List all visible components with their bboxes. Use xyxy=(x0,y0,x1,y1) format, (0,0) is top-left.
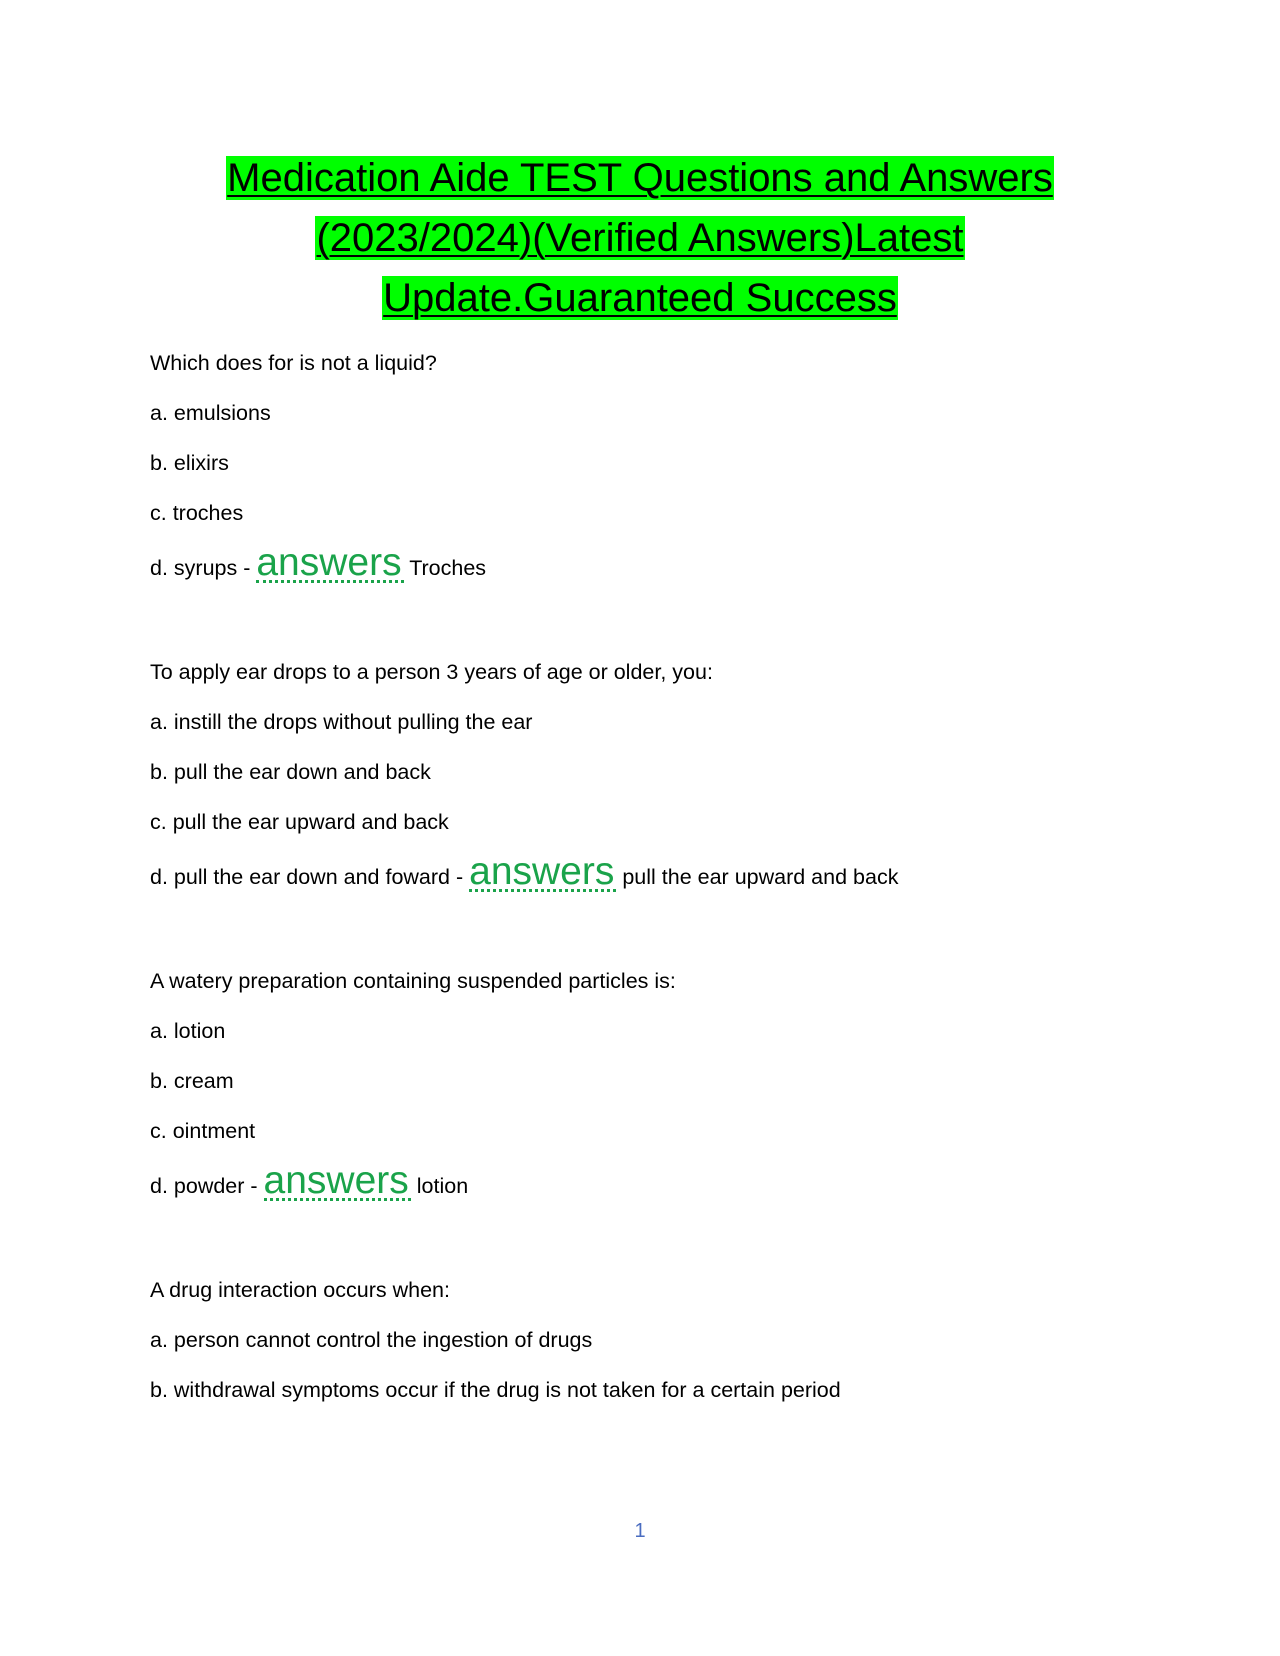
spacer xyxy=(150,618,1150,655)
option-b: b. cream xyxy=(150,1069,234,1093)
title-line-2: (2023/2024)(Verified Answers)Latest xyxy=(316,216,964,260)
spacer xyxy=(150,1236,1150,1273)
answer-text: Troches xyxy=(409,556,487,580)
question-block xyxy=(150,655,1150,964)
page-number: 1 xyxy=(634,1520,646,1542)
title-line-3: Update.Guaranteed Success xyxy=(383,276,897,320)
answer-text: lotion xyxy=(416,1174,469,1198)
option-a: a. person cannot control the ingestion of drugs xyxy=(150,1328,593,1352)
document-title xyxy=(150,148,1130,328)
question-prompt: To apply ear drops to a person 3 years of age or older, you: xyxy=(150,660,713,684)
question-prompt: A drug interaction occurs when: xyxy=(150,1278,450,1302)
option-d: d. pull the ear down and foward - xyxy=(150,865,464,889)
option-c: c. ointment xyxy=(150,1119,256,1143)
option-a: a. lotion xyxy=(150,1019,226,1043)
option-a: a. emulsions xyxy=(150,401,271,425)
option-b: b. withdrawal symptoms occur if the drug is not taken for a certain period xyxy=(150,1378,841,1402)
question-block xyxy=(150,1273,1150,1423)
answers-marker: answers xyxy=(256,541,402,584)
answer-text: pull the ear upward and back xyxy=(622,865,899,889)
option-b: b. elixirs xyxy=(150,451,229,475)
option-d-with-answer xyxy=(150,850,1150,927)
option-d: d. powder - xyxy=(150,1174,258,1198)
option-d-with-answer xyxy=(150,541,1150,618)
option-d: d. syrups - xyxy=(150,556,251,580)
option-d-with-answer xyxy=(150,1159,1150,1236)
title-line-1: Medication Aide TEST Questions and Answers xyxy=(227,156,1053,200)
option-a: a. instill the drops without pulling the ear xyxy=(150,710,533,734)
question-prompt: Which does for is not a liquid? xyxy=(150,351,437,375)
question-list xyxy=(150,346,1150,1423)
answers-marker: answers xyxy=(469,850,615,893)
option-c: c. troches xyxy=(150,501,244,525)
spacer xyxy=(150,927,1150,964)
answers-marker: answers xyxy=(263,1159,409,1202)
question-block xyxy=(150,964,1150,1273)
question-block xyxy=(150,346,1150,655)
option-c: c. pull the ear upward and back xyxy=(150,810,449,834)
option-b: b. pull the ear down and back xyxy=(150,760,431,784)
question-prompt: A watery preparation containing suspended particles is: xyxy=(150,969,676,993)
